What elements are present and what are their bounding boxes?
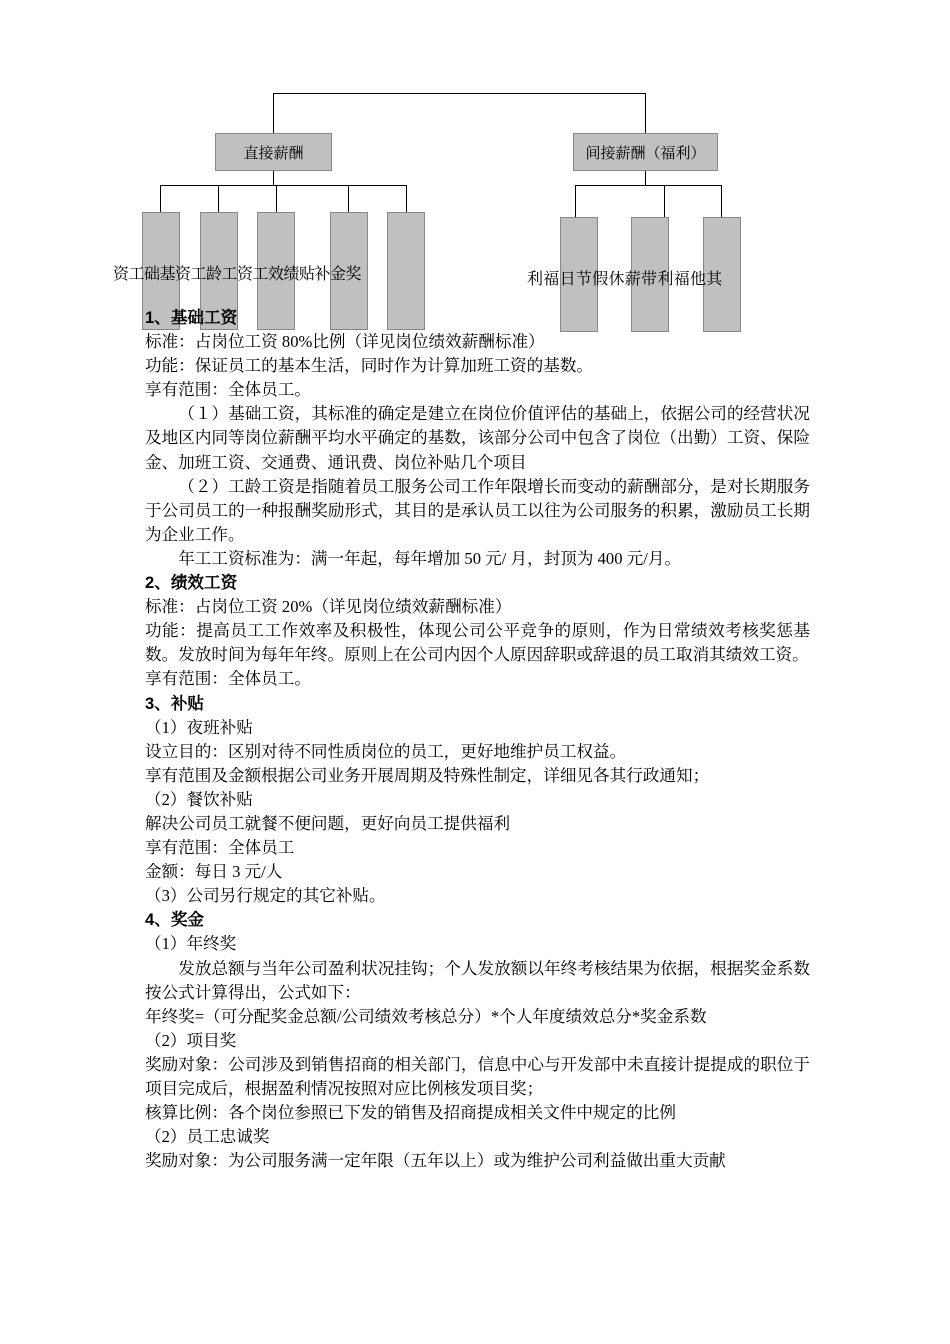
paragraph: 发放总额与当年公司盈利状况挂钩；个人发放额以年终考核结果为依据，根据奖金系数按公式计算得出，公式如下： (145, 958, 810, 1002)
paragraph: 年工工资标准为：满一年起，每年增加 50 元/ 月，封顶为 400 元/月。 (178, 548, 682, 568)
salary-structure-diagram (0, 0, 950, 340)
indirect-stem (645, 171, 646, 185)
section-heading: 2、绩效工资 (145, 573, 238, 593)
direct-columns-label: 资工础基资工龄工资工效绩贴补金奖 (113, 266, 362, 283)
text-line: 标准：占岗位工资 80%比例（详见岗位绩效薪酬标准） (145, 332, 545, 352)
connector-left-drop (273, 93, 274, 133)
section-heading: 3、补贴 (145, 693, 205, 713)
text-line: （2）餐饮补贴 (145, 789, 253, 809)
section-heading: 4、奖金 (145, 910, 205, 930)
text-line: 标准：占岗位工资 20%（详见岗位绩效薪酬标准） (145, 597, 512, 617)
document-body (145, 306, 810, 1173)
paragraph: 奖励对象：公司涉及到销售招商的相关部门，信息中心与开发部中未直接计提提成的职位于项目完成后，根据盈利情况按照对应比例核发项目奖； (145, 1054, 810, 1098)
connector-right-drop (645, 93, 646, 133)
direct-branch (160, 185, 406, 186)
paragraph: （２）工龄工资是指随着员工服务公司工作年限增长而变动的薪酬部分，是对长期服务于公司员工的一种报酬奖励形式，其目的是承认员工以往为公司服务的积累，激励员工长期为企业工作。 (145, 476, 810, 544)
text-line: （1）夜班补贴 (145, 717, 253, 737)
indirect-pay-title: 间接薪酬（福利） (585, 145, 706, 162)
text-line: （3）公司另行规定的其它补贴。 (145, 886, 386, 906)
direct-pay-box (215, 133, 332, 171)
text-line: 享有范围及金额根据公司业务开展周期及特殊性制定，详细见各其行政通知； (145, 765, 710, 785)
text-line: （2）员工忠诚奖 (145, 1127, 270, 1147)
text-line: 核算比例：各个岗位参照已下发的销售及招商提成相关文件中规定的比例 (145, 1103, 676, 1123)
text-line: 功能：保证员工的基本生活，同时作为计算加班工资的基数。 (145, 356, 594, 376)
connector-top (273, 93, 646, 94)
text-line: （2）项目奖 (145, 1030, 237, 1050)
paragraph: 功能：提高员工工作效率及积极性，体现公司公平竞争的原则，作为日常绩效考核奖惩基数。发放时间为每年年终。原则上在公司内因个人原因辞职或辞退的员工取消其绩效工资。 (145, 621, 810, 665)
indirect-branch (575, 185, 722, 186)
text-line: 解决公司员工就餐不便问题，更好向员工提供福利 (145, 813, 511, 833)
indirect-columns-label: 利福日节假休薪带利福他其 (527, 271, 723, 288)
direct-stem (273, 171, 274, 185)
section-heading: 1、基础工资 (145, 308, 238, 327)
text-line: 奖励对象：为公司服务满一定年限（五年以上）或为维护公司利益做出重大贡献 (145, 1151, 726, 1171)
paragraph: （１）基础工资，其标准的确定是建立在岗位价值评估的基础上，依据公司的经营状况及地区内同等岗位薪酬平均水平确定的基数，该部分公司中包含了岗位（出勤）工资、保险金、加班工资、交通费、通讯费、岗位补贴几个项目 (145, 404, 810, 472)
text-line: 享有范围：全体员工 (145, 838, 295, 858)
text-line: 金额：每日 3 元/人 (145, 862, 283, 882)
direct-pay-title: 直接薪酬 (243, 145, 304, 162)
text-line: 设立目的：区别对待不同性质岗位的员工，更好地维护员工权益。 (145, 741, 627, 761)
text-line: （1）年终奖 (145, 934, 237, 954)
text-line: 年终奖=（可分配奖金总额/公司绩效考核总分）*个人年度绩效总分*奖金系数 (145, 1006, 707, 1026)
text-line: 享有范围：全体员工。 (145, 669, 311, 689)
text-line: 享有范围：全体员工。 (145, 380, 311, 400)
indirect-pay-box (573, 133, 718, 171)
